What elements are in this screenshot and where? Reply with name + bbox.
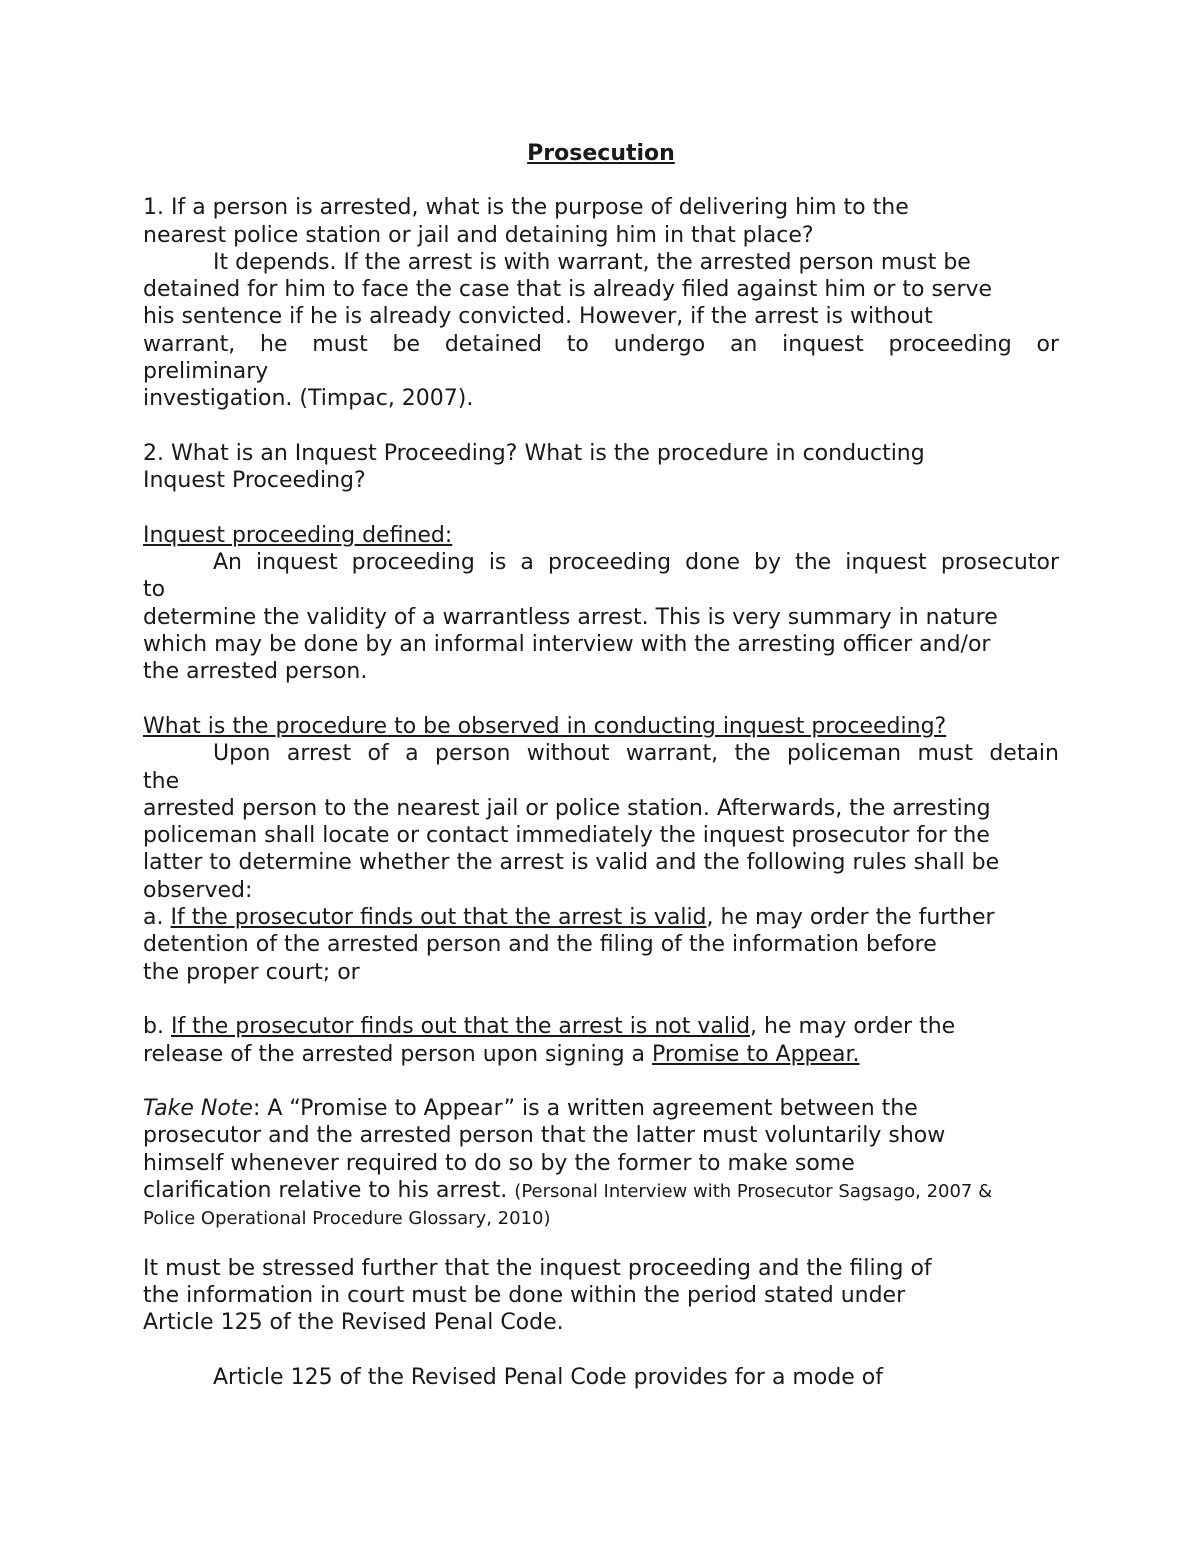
definition-line-2: to — [143, 577, 166, 603]
rule-a-line-1: a. If the prosecutor finds out that the arrest is valid, he may order the further — [143, 905, 995, 931]
article-line-1: Article 125 of the Revised Penal Code provides for a mode of — [213, 1364, 884, 1390]
note-line-2: prosecutor and the arrested person that the latter must voluntarily show — [143, 1123, 946, 1149]
definition-line-1: An inquest proceeding is a proceeding done by the inquest prosecutor — [213, 550, 1059, 576]
rule-a-line-3: the proper court; or — [143, 959, 360, 985]
q1-answer-line-4: warrant, he must be detained to undergo an inquest proceeding or — [143, 331, 1059, 357]
stress-line-2: the information in court must be done within the period stated under — [143, 1282, 906, 1308]
definition-line-3: determine the validity of a warrantless arrest. This is very summary in nature — [143, 604, 998, 630]
procedure-line-5: latter to determine whether the arrest is valid and the following rules shall be — [143, 850, 1000, 876]
q1-answer-line-2: detained for him to face the case that is already filed against him or to serve — [143, 277, 993, 303]
note-citation-2: Police Operational Procedure Glossary, 2010) — [143, 1208, 551, 1230]
q1-line-1: 1. If a person is arrested, what is the purpose of delivering him to the — [143, 195, 909, 221]
procedure-line-3: arrested person to the nearest jail or police station. Afterwards, the arresting — [143, 795, 991, 821]
note-label: Take Note — [143, 1096, 253, 1122]
q1-answer-line-6: investigation. (Timpac, 2007). — [143, 386, 474, 412]
q2-line-1: 2. What is an Inquest Proceeding? What is the procedure in conducting — [143, 440, 925, 466]
q1-line-2: nearest police station or jail and detaining him in that place? — [143, 222, 814, 248]
rule-a-line-2: detention of the arrested person and the filing of the information before — [143, 932, 937, 958]
q1-answer-line-1: It depends. If the arrest is with warrant, the arrested person must be — [213, 249, 971, 275]
note-line-4: clarification relative to his arrest. (Personal Interview with Prosecutor Sagsago, 2007 & — [143, 1177, 993, 1203]
stress-line-1: It must be stressed further that the inquest proceeding and the filing of — [143, 1255, 932, 1281]
definition-line-5: the arrested person. — [143, 659, 368, 685]
note-line-1: Take Note: A “Promise to Appear” is a written agreement between the — [143, 1096, 918, 1122]
definition-heading: Inquest proceeding defined: — [143, 522, 453, 548]
procedure-line-1: Upon arrest of a person without warrant, the policeman must detain — [213, 741, 1059, 767]
document-page — [143, 140, 1059, 1391]
procedure-line-2: the — [143, 768, 180, 794]
procedure-heading: What is the procedure to be observed in conducting inquest proceeding? — [143, 713, 947, 739]
procedure-line-4: policeman shall locate or contact immediately the inquest prosecutor for the — [143, 823, 990, 849]
note-citation-1: (Personal Interview with Prosecutor Sagsago, 2007 & — [514, 1180, 993, 1202]
rule-b-line-1: b. If the prosecutor finds out that the arrest is not valid, he may order the — [143, 1014, 956, 1040]
note-line-3: himself whenever required to do so by the former to make some — [143, 1150, 855, 1176]
page-title: Prosecution — [527, 141, 675, 166]
procedure-line-6: observed: — [143, 877, 253, 903]
q1-answer-line-3: his sentence if he is already convicted. However, if the arrest is without — [143, 304, 933, 330]
rule-b-line-2: release of the arrested person upon signing a Promise to Appear. — [143, 1041, 860, 1067]
q2-line-2: Inquest Proceeding? — [143, 468, 366, 494]
definition-line-4: which may be done by an informal interview with the arresting officer and/or — [143, 632, 991, 658]
stress-line-3: Article 125 of the Revised Penal Code. — [143, 1310, 564, 1336]
q1-answer-line-5: preliminary — [143, 359, 269, 385]
